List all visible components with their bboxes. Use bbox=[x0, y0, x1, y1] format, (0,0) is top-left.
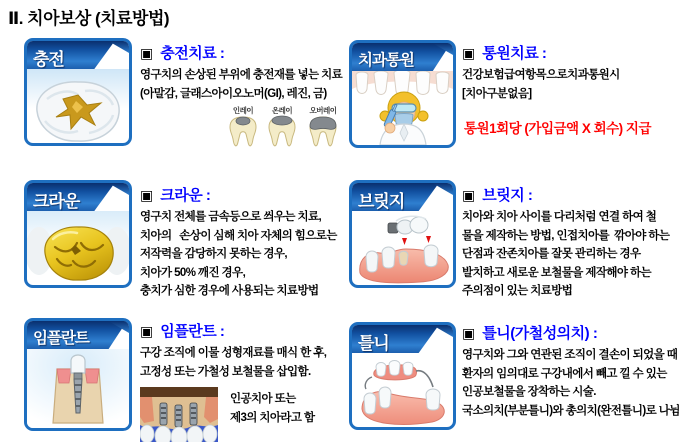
bridge-line: 주의점이 있는 치료방법 bbox=[462, 285, 573, 297]
square-bullet-icon: ▣ bbox=[462, 186, 476, 203]
denture-photo bbox=[352, 353, 453, 427]
square-bullet-icon: ▣ bbox=[140, 322, 154, 339]
implant-text bbox=[140, 320, 354, 442]
crown-banner-label: 크라운 bbox=[33, 192, 80, 211]
outpatient-banner bbox=[352, 43, 453, 71]
overlay-label: 오버레이 bbox=[309, 106, 337, 115]
filling-heading-text: 충전치료 : bbox=[160, 45, 229, 62]
filling-heading bbox=[140, 42, 354, 63]
filling-tooth-illustration bbox=[27, 69, 129, 143]
implant-line: 구강 조직에 이물 성형재료를 매식 한 후, bbox=[140, 347, 327, 359]
denture-image-box bbox=[349, 322, 456, 430]
crown-heading-text: 크라운 : bbox=[160, 187, 215, 204]
filling-image-box bbox=[24, 38, 132, 146]
crown-photo bbox=[27, 211, 129, 285]
inlay-onlay-overlay-diagram bbox=[224, 105, 354, 160]
implant-inset-row bbox=[140, 387, 354, 442]
implant-banner-label: 임플란트 bbox=[33, 330, 89, 347]
denture-banner-label: 틀니 bbox=[358, 334, 389, 353]
outpatient-line: 건강보험급여항목으로치과통원시 bbox=[462, 69, 620, 81]
bridge-heading-text: 브릿지 : bbox=[482, 187, 537, 204]
outpatient-heading-text: 통원치료 : bbox=[482, 45, 551, 62]
denture-line: 국소의치(부분틀니)와 총의치(완전틀니)로 나뉨 bbox=[462, 404, 680, 417]
denture-line: 영구치와 그와 연관된 조직이 결손이 되었을 때 bbox=[462, 349, 678, 361]
bridge-line: 단점과 잔존치아를 잘못 관리하는 경우 bbox=[462, 248, 641, 260]
implant-line: 고정성 또는 가철성 보철물을 삽입함. bbox=[140, 365, 311, 378]
crown-line: 치아의 손상이 심해 치아 자체의 힘으로는 bbox=[140, 229, 337, 242]
filling-line: 영구치의 손상된 부위에 충전재를 넣는 치료 bbox=[140, 69, 343, 81]
square-bullet-icon: ▣ bbox=[462, 324, 476, 341]
denture-heading-text: 틀니(가철성의치) : bbox=[482, 325, 601, 342]
outpatient-heading bbox=[462, 42, 693, 63]
implant-heading-text: 임플란트 : bbox=[160, 323, 229, 340]
outpatient-text bbox=[462, 42, 693, 137]
square-bullet-icon: ▣ bbox=[462, 44, 476, 61]
square-bullet-icon: ▣ bbox=[140, 186, 154, 203]
implant-cross-section-illustration bbox=[27, 349, 129, 428]
dentist-illustration bbox=[352, 71, 453, 145]
partial-denture-illustration bbox=[352, 353, 453, 427]
bridge-banner-label: 브릿지 bbox=[358, 192, 405, 211]
bridge-line: 발치하고 새로운 보철물을 제작해야 하는 bbox=[462, 266, 652, 279]
crown-line: 치아가 50% 깨진 경우, bbox=[140, 266, 246, 279]
outpatient-banner-label: 치과통원 bbox=[358, 52, 414, 69]
gold-crown-illustration bbox=[27, 211, 129, 285]
page-title: Ⅱ. 치아보상 (치료방법) bbox=[8, 9, 170, 28]
bridge-line: 치아와 치아 사이를 다리처럼 연결 하여 철 bbox=[462, 211, 657, 223]
bridge-heading bbox=[462, 184, 693, 205]
filling-banner-label: 충전 bbox=[33, 50, 64, 69]
crown-banner bbox=[27, 183, 129, 211]
bridge-photo bbox=[352, 211, 453, 285]
implant-caption-line: 인공치아 또는 bbox=[230, 393, 296, 405]
denture-banner bbox=[352, 325, 453, 353]
inlay-label: 인레이 bbox=[232, 106, 254, 115]
crown-line: 영구치 전체를 금속등으로 씌우는 치료, bbox=[140, 211, 322, 223]
implant-caption-line: 제3의 치아라고 함 bbox=[230, 411, 315, 424]
dental-bridge-illustration bbox=[352, 211, 453, 285]
crown-text bbox=[140, 184, 354, 301]
crown-line: 저작력을 감당하지 못하는 경우, bbox=[140, 248, 287, 260]
bridge-image-box bbox=[349, 180, 456, 288]
denture-heading bbox=[462, 322, 693, 343]
implant-image-box bbox=[24, 318, 132, 431]
outpatient-photo bbox=[352, 71, 453, 145]
bridge-banner bbox=[352, 183, 453, 211]
implant-photo bbox=[27, 349, 129, 428]
outpatient-line: [치아구분없음] bbox=[462, 87, 532, 100]
filling-banner bbox=[27, 41, 129, 69]
payment-highlight: 통원1회당 (가입금액 X 회수) 지급 bbox=[464, 121, 651, 136]
implant-caption bbox=[230, 387, 315, 442]
bridge-text bbox=[462, 184, 693, 301]
filling-text bbox=[140, 42, 354, 160]
implant-heading bbox=[140, 320, 354, 341]
filling-photo bbox=[27, 69, 129, 143]
bridge-line: 물을 제작하는 방법, 인접치아를 깎아야 하는 bbox=[462, 229, 670, 242]
crown-line: 충치가 심한 경우에 사용되는 치료방법 bbox=[140, 285, 319, 297]
implant-banner bbox=[27, 321, 129, 349]
denture-line: 인공보철물을 장착하는 시술. bbox=[462, 386, 596, 398]
denture-text bbox=[462, 322, 693, 420]
onlay-label: 온레이 bbox=[271, 106, 293, 115]
square-bullet-icon: ▣ bbox=[140, 44, 154, 61]
outpatient-image-box bbox=[349, 40, 456, 148]
denture-line: 환자의 임의대로 구강내에서 빼고 낄 수 있는 bbox=[462, 367, 667, 380]
crown-heading bbox=[140, 184, 354, 205]
crown-image-box bbox=[24, 180, 132, 288]
implant-inset-photo bbox=[140, 387, 218, 442]
filling-line: (아말감, 글래스아이오노머(GI), 레진, 금) bbox=[140, 87, 327, 100]
